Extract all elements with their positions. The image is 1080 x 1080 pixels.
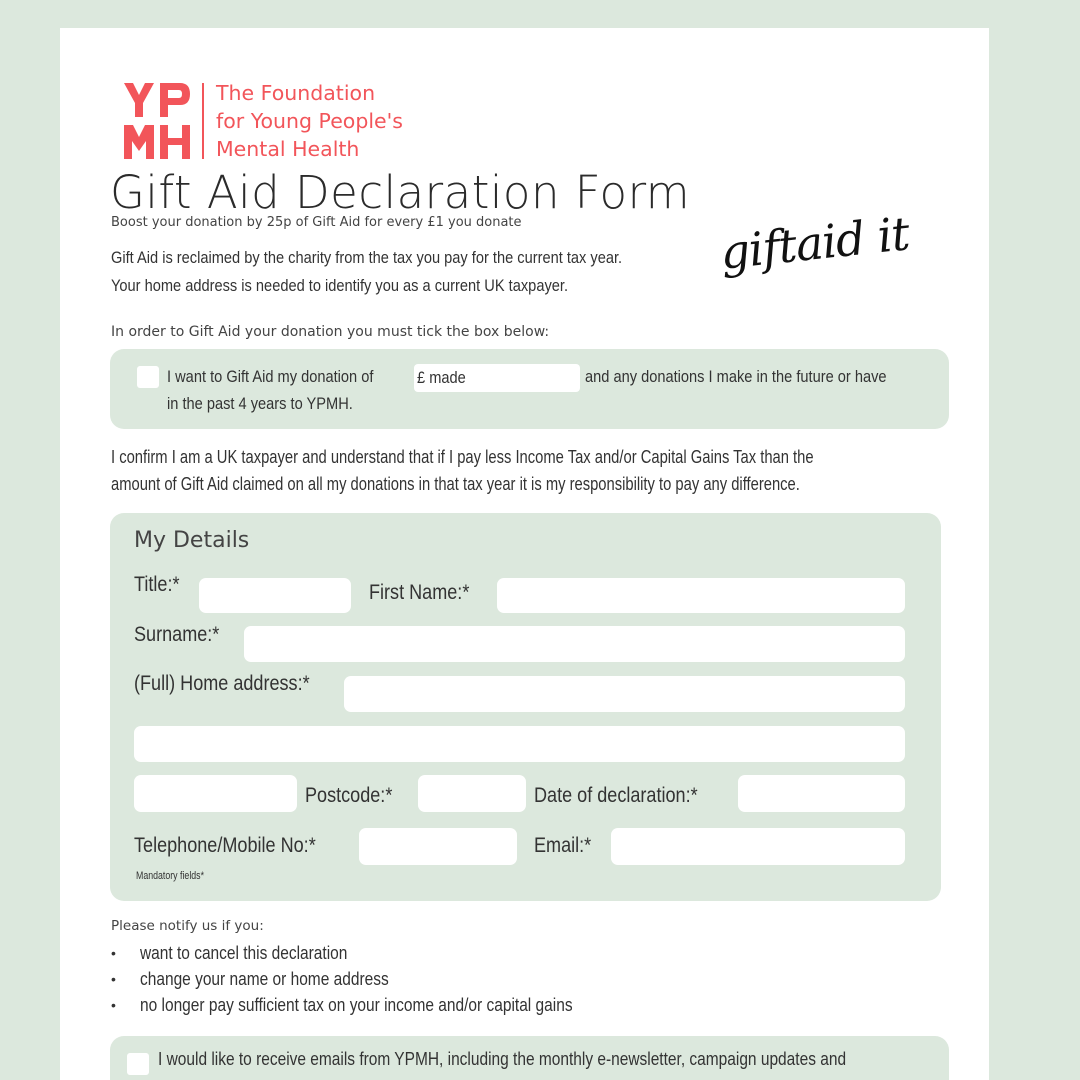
gift-aid-instruction: In order to Gift Aid your donation you must tick the box below: bbox=[111, 324, 550, 340]
confirmation-line: I confirm I am a UK taxpayer and understand that if I pay less Income Tax and/or Capital Gains Tax than the bbox=[111, 447, 814, 467]
telephone-label: Telephone/Mobile No:* bbox=[134, 834, 316, 857]
organisation-name bbox=[216, 79, 403, 163]
address-line2-input[interactable] bbox=[134, 726, 905, 762]
email-input[interactable] bbox=[611, 828, 905, 865]
title-label: Title:* bbox=[134, 573, 180, 596]
notify-item-text: no longer pay sufficient tax on your income and/or capital gains bbox=[140, 995, 573, 1015]
first-name-input[interactable] bbox=[497, 578, 905, 613]
taxpayer-confirmation bbox=[111, 444, 968, 498]
notify-title: Please notify us if you: bbox=[111, 918, 264, 934]
organisation-name-line: for Young People's bbox=[216, 109, 403, 133]
donation-amount-value: £ made bbox=[417, 368, 466, 387]
form-page bbox=[60, 28, 989, 1080]
date-of-declaration-input[interactable] bbox=[738, 775, 905, 812]
bullet-icon: • bbox=[111, 997, 116, 1013]
gift-aid-checkbox[interactable] bbox=[137, 366, 159, 388]
notify-item bbox=[111, 940, 643, 966]
email-label: Email:* bbox=[534, 834, 592, 857]
email-optin-checkbox[interactable] bbox=[127, 1053, 149, 1075]
intro-line: Gift Aid is reclaimed by the charity from the tax you pay for the current tax year. bbox=[111, 248, 623, 267]
my-details-heading: My Details bbox=[134, 528, 250, 553]
logo-divider bbox=[202, 83, 204, 159]
first-name-label: First Name:* bbox=[369, 581, 470, 604]
email-optin-text: I would like to receive emails from YPMH, including the monthly e-newsletter, campaign updates and bbox=[158, 1049, 847, 1069]
giftaid-it-logo: giftaid it bbox=[717, 206, 912, 280]
page-title: Gift Aid Declaration Form bbox=[110, 166, 691, 219]
notify-item bbox=[111, 966, 643, 992]
confirmation-line: amount of Gift Aid claimed on all my donations in that tax year it is my responsibility to pay any difference. bbox=[111, 474, 800, 494]
donation-amount-input[interactable] bbox=[414, 364, 580, 392]
surname-input[interactable] bbox=[244, 626, 905, 662]
bullet-icon: • bbox=[111, 971, 116, 987]
organisation-name-line: The Foundation bbox=[216, 81, 376, 105]
date-of-declaration-label: Date of declaration:* bbox=[534, 784, 698, 807]
intro-line: Your home address is needed to identify you as a current UK taxpayer. bbox=[111, 276, 569, 295]
notify-item-text: change your name or home address bbox=[140, 969, 389, 989]
notify-item bbox=[111, 992, 643, 1018]
gift-aid-text-before: I want to Gift Aid my donation of bbox=[167, 367, 374, 386]
notify-item-text: want to cancel this declaration bbox=[140, 943, 348, 963]
notify-list bbox=[111, 940, 643, 1018]
organisation-name-line: Mental Health bbox=[216, 137, 360, 161]
page-subtitle: Boost your donation by 25p of Gift Aid for every £1 you donate bbox=[111, 215, 522, 230]
postcode-label: Postcode:* bbox=[305, 784, 393, 807]
title-input[interactable] bbox=[199, 578, 351, 613]
gift-aid-text-after: and any donations I make in the future or have bbox=[585, 367, 887, 386]
surname-label: Surname:* bbox=[134, 623, 220, 646]
ypmh-logo-mark bbox=[124, 83, 192, 159]
gift-aid-text-line2: in the past 4 years to YPMH. bbox=[167, 394, 353, 413]
mandatory-fields-note: Mandatory fields* bbox=[136, 870, 204, 882]
address-line1-input[interactable] bbox=[344, 676, 905, 712]
bullet-icon: • bbox=[111, 945, 116, 961]
postcode-input[interactable] bbox=[418, 775, 526, 812]
telephone-input[interactable] bbox=[359, 828, 517, 865]
intro-text bbox=[111, 244, 705, 300]
address-line3-input[interactable] bbox=[134, 775, 297, 812]
home-address-label: (Full) Home address:* bbox=[134, 672, 310, 695]
